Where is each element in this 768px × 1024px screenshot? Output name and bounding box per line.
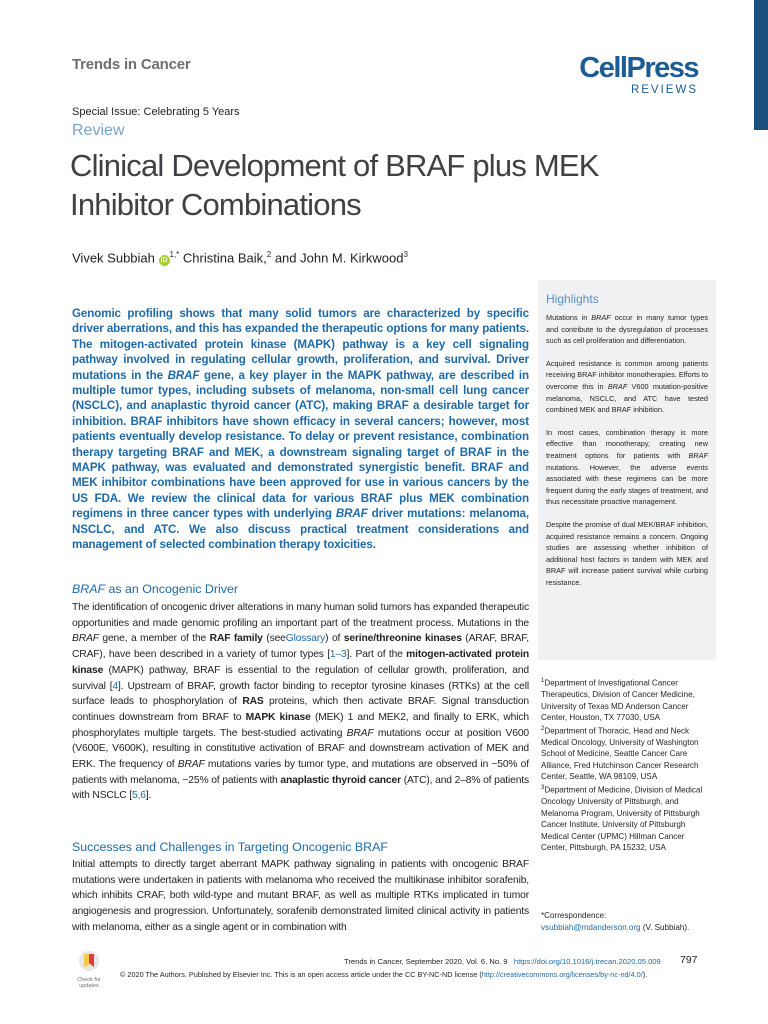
glossary-link[interactable]: Glossary — [285, 633, 326, 645]
article-title: Clinical Development of BRAF plus MEK Inhibitor Combinations — [70, 148, 599, 222]
orcid-icon[interactable]: iD — [160, 257, 168, 265]
email-link[interactable]: vsubbiah@mdanderson.org — [541, 922, 641, 932]
check-line2: updates — [79, 983, 99, 989]
hl-gene: BRAF — [591, 313, 611, 322]
body-gene: BRAF — [177, 759, 205, 771]
affil-text: Department of Thoracic, Head and Neck Medical Oncology, University of Washington School of Medicine, Seattle Cancer Care Alliance, Fred Hutchinson Cancer Research Center, Seattle, WA 98109, USA — [541, 726, 699, 782]
highlight-item — [546, 427, 708, 508]
section-heading-2: Successes and Challenges in Targeting Oncogenic BRAF — [72, 840, 388, 854]
body-gene: BRAF — [72, 633, 99, 645]
author-1: Vivek Subbiah — [72, 250, 155, 266]
glossary-term: RAS — [242, 696, 264, 708]
body-text: ]. Part of the — [346, 649, 403, 661]
author-3: and John M. Kirkwood — [274, 250, 404, 266]
body-text: (MAPK) pathway, BRAF is essential to the regulation of cellular growth, proliferation, and survival [ — [72, 664, 529, 692]
glossary-term: anaplastic thyroid cancer — [280, 774, 401, 786]
affil-sup: 3 — [541, 784, 545, 791]
hl-text: mutations. However, the adverse events associated with these regimens can be more frequent during the early stages of treatment, and thus necessitate proactive management. — [546, 462, 708, 507]
body-text: The identification of oncogenic driver alterations in many human solid tumors has expanded therapeutic opportunities and made genomic profiling an important part of the treatment process. Mutations in the — [72, 602, 529, 629]
heading-gene: BRAF — [72, 582, 106, 596]
body-text: ]. — [145, 790, 152, 802]
body-gene: BRAF — [346, 727, 374, 739]
body-text: (see — [266, 633, 286, 645]
author-list — [72, 250, 408, 266]
affiliations — [541, 676, 711, 854]
special-issue: Special Issue: Celebrating 5 Years — [72, 106, 240, 118]
correspondence-name: (V. Subbiah). — [642, 922, 690, 932]
check-line1: Check for — [77, 977, 101, 983]
reference-link[interactable]: 4 — [112, 680, 119, 692]
hl-text: V600 mutation-positive melanoma, NSCLC, and ATC have tested combined MEK and BRAF inhibition. — [546, 381, 708, 415]
highlight-item — [546, 358, 708, 416]
highlight-item: Despite the promise of dual MEK/BRAF inhibition, acquired resistance remains a concern. Ongoing studies are assessing whether inhibition of additional host factors in tandem with MEK and BRAF will increase patient survival while curbing resistance. — [546, 519, 708, 587]
highlight-item — [546, 312, 708, 347]
logo-sub: REVIEWS — [630, 84, 698, 96]
side-tab — [754, 0, 768, 130]
affiliation-1 — [541, 676, 711, 724]
section-1-body — [72, 600, 529, 804]
reference-link[interactable]: 5,6 — [132, 790, 146, 802]
correspondence-label: *Correspondence: — [541, 911, 607, 920]
author-2: Christina Baik, — [182, 250, 267, 266]
affil-sup: 1 — [541, 678, 545, 684]
highlights-title: Highlights — [546, 292, 599, 306]
hl-gene: BRAF — [607, 381, 628, 391]
affiliation-2 — [541, 724, 711, 783]
cellpress-logo — [579, 54, 698, 96]
citation-text: Trends in Cancer, September 2020, Vol. 6, No. 9 — [344, 957, 508, 966]
body-text: (ARAF, BRAF, CRAF), have been described in a variety of tumor types [ — [72, 633, 529, 661]
author-3-affil: 3 — [403, 250, 408, 259]
affil-text: Department of Medicine, Division of Medical Oncology University of Pittsburgh, and Melanoma Program, University of Pittsburgh Cancer Institute, University of Pittsburgh Medical Center (UPMC) Hillman Cancer Center, Pittsburgh, PA 15232, USA — [541, 785, 703, 853]
journal-name: Trends in Cancer — [72, 56, 191, 73]
correspondence — [541, 910, 713, 933]
hl-text: occur in many tumor types and contribute to the dysregulation of processes such as cell proliferation and differentiation. — [546, 313, 708, 346]
license-text: © 2020 The Authors. Published by Elsevier Inc. This is an open access article under the CC BY-NC-ND license ( — [120, 970, 482, 979]
abstract-gene: BRAF — [167, 368, 200, 382]
abstract-text: driver mutations: melanoma, NSCLC, and ATC. We also discuss practical treatment considerations and management of selected combination therapy toxicities. — [72, 507, 529, 552]
body-text: ) of — [325, 633, 341, 645]
hl-text: Mutations in — [546, 313, 588, 322]
body-text: (ATC), and 2–8% of patients with NSCLC [ — [72, 774, 530, 802]
body-text: mutations varies by tumor type, and mutations are observed in ~50% of patients with melanoma, ~25% of patients with — [72, 759, 529, 786]
affil-sup: 2 — [541, 725, 545, 732]
section-heading-1 — [72, 582, 238, 596]
body-text: mutations occur at position V600 (V600E, V600K), resulting in constitutive activation of BRAF and downstream activation of MEK and ERK. The frequency of — [72, 727, 529, 771]
abstract-text: Genomic profiling shows that many solid tumors are characterized by specific driver aberrations, and this has expanded the therapeutic options for many patients. The mitogen-activated protein kinase (MAPK) pathway is a key cell signaling pathway involved in regulating cellular growth, proliferation, and survival. Driver mutations in the — [72, 307, 529, 382]
affil-text: Department of Investigational Cancer Therapeutics, Division of Cancer Medicine, University of Texas MD Anderson Cancer Center, Houston, TX 77030, USA — [541, 678, 695, 723]
heading-text: as an Oncogenic Driver — [108, 582, 238, 596]
bookmark-icon — [72, 950, 106, 972]
highlights-box — [538, 280, 716, 660]
glossary-term: RAF family — [209, 633, 263, 645]
citation-line — [344, 957, 661, 966]
section-2-body: Initial attempts to directly target aberrant MAPK pathway signaling in patients with oncogenic BRAF mutations were undertaken in patients with melanoma who received the multikinase inhibitor sorafenib, which inhibits CRAF, both wild-type and mutant BRAF, as well as multiple RTKs implicated in tumor angiogenesis and progression. Unfortunately, sorafenib demonstrated limited clinical activity in patients with melanoma, either as a single agent or in combination with — [72, 859, 529, 933]
body-text: ]. Upstream of BRAF, growth factor binding to receptor tyrosine kinases (RTKs) at the cell surface leads to phosphorylation of — [72, 680, 529, 708]
license-link[interactable]: http://creativecommons.org/licenses/by-nc-nd/4.0/ — [481, 970, 643, 979]
logo-main: CellPress — [579, 52, 698, 84]
body-text: proteins, which then activate BRAF. Signal transduction continues downstream from BRAF to — [72, 696, 529, 723]
reference-link[interactable]: 1–3 — [329, 649, 347, 661]
abstract-text: gene, a key player in the MAPK pathway, are described in multiple tumor types, including subsets of melanoma, non-small cell lung cancer (NSCLC), and anaplastic thyroid cancer (ATC), making BRAF a desirable target for inhibition. BRAF inhibitors have shown efficacy in several cancers; however, most patients eventually develop resistance. To delay or prevent resistance, combination therapy targeting BRAF and MEK, a downstream signaling target of BRAF in the MAPK pathway, was evaluated and demonstrated synergistic benefit. BRAF and MEK inhibitor combinations have been approved for use in various cancers by the US FDA. We review the clinical data for various BRAF plus MEK combination regimens in three cancer types with underlying — [72, 368, 530, 521]
page-number: 797 — [680, 954, 698, 966]
license-text: ). — [642, 970, 648, 979]
abstract-gene: BRAF — [335, 507, 368, 521]
abstract — [72, 306, 529, 553]
body-text: gene, a member of the — [102, 633, 207, 645]
affiliation-3 — [541, 783, 711, 854]
author-1-affil: 1,* — [169, 250, 180, 259]
glossary-term: serine/threonine kinases — [343, 633, 462, 645]
hl-gene: BRAF — [688, 450, 709, 460]
glossary-term: mitogen-activated protein kinase — [72, 649, 529, 676]
author-2-affil: 2 — [266, 250, 272, 259]
hl-text: In most cases, combination therapy is more effective than monotherapy, creating new treatment options for patients with — [546, 427, 708, 460]
body-text: (MEK) 1 and MEK2, and finally to ERK, which phosphorylates multiple targets. The best-studied activating — [72, 711, 529, 739]
hl-text: Acquired resistance is common among patients receiving BRAF inhibitor monotherapies. Efforts to overcome this in — [546, 358, 708, 391]
glossary-term: MAPK kinase — [245, 711, 311, 723]
license-line — [120, 970, 647, 979]
check-for-updates-badge[interactable] — [72, 950, 106, 989]
article-type: Review — [72, 122, 125, 139]
doi-link[interactable]: https://doi.org/10.1016/j.trecan.2020.05.009 — [513, 957, 661, 966]
